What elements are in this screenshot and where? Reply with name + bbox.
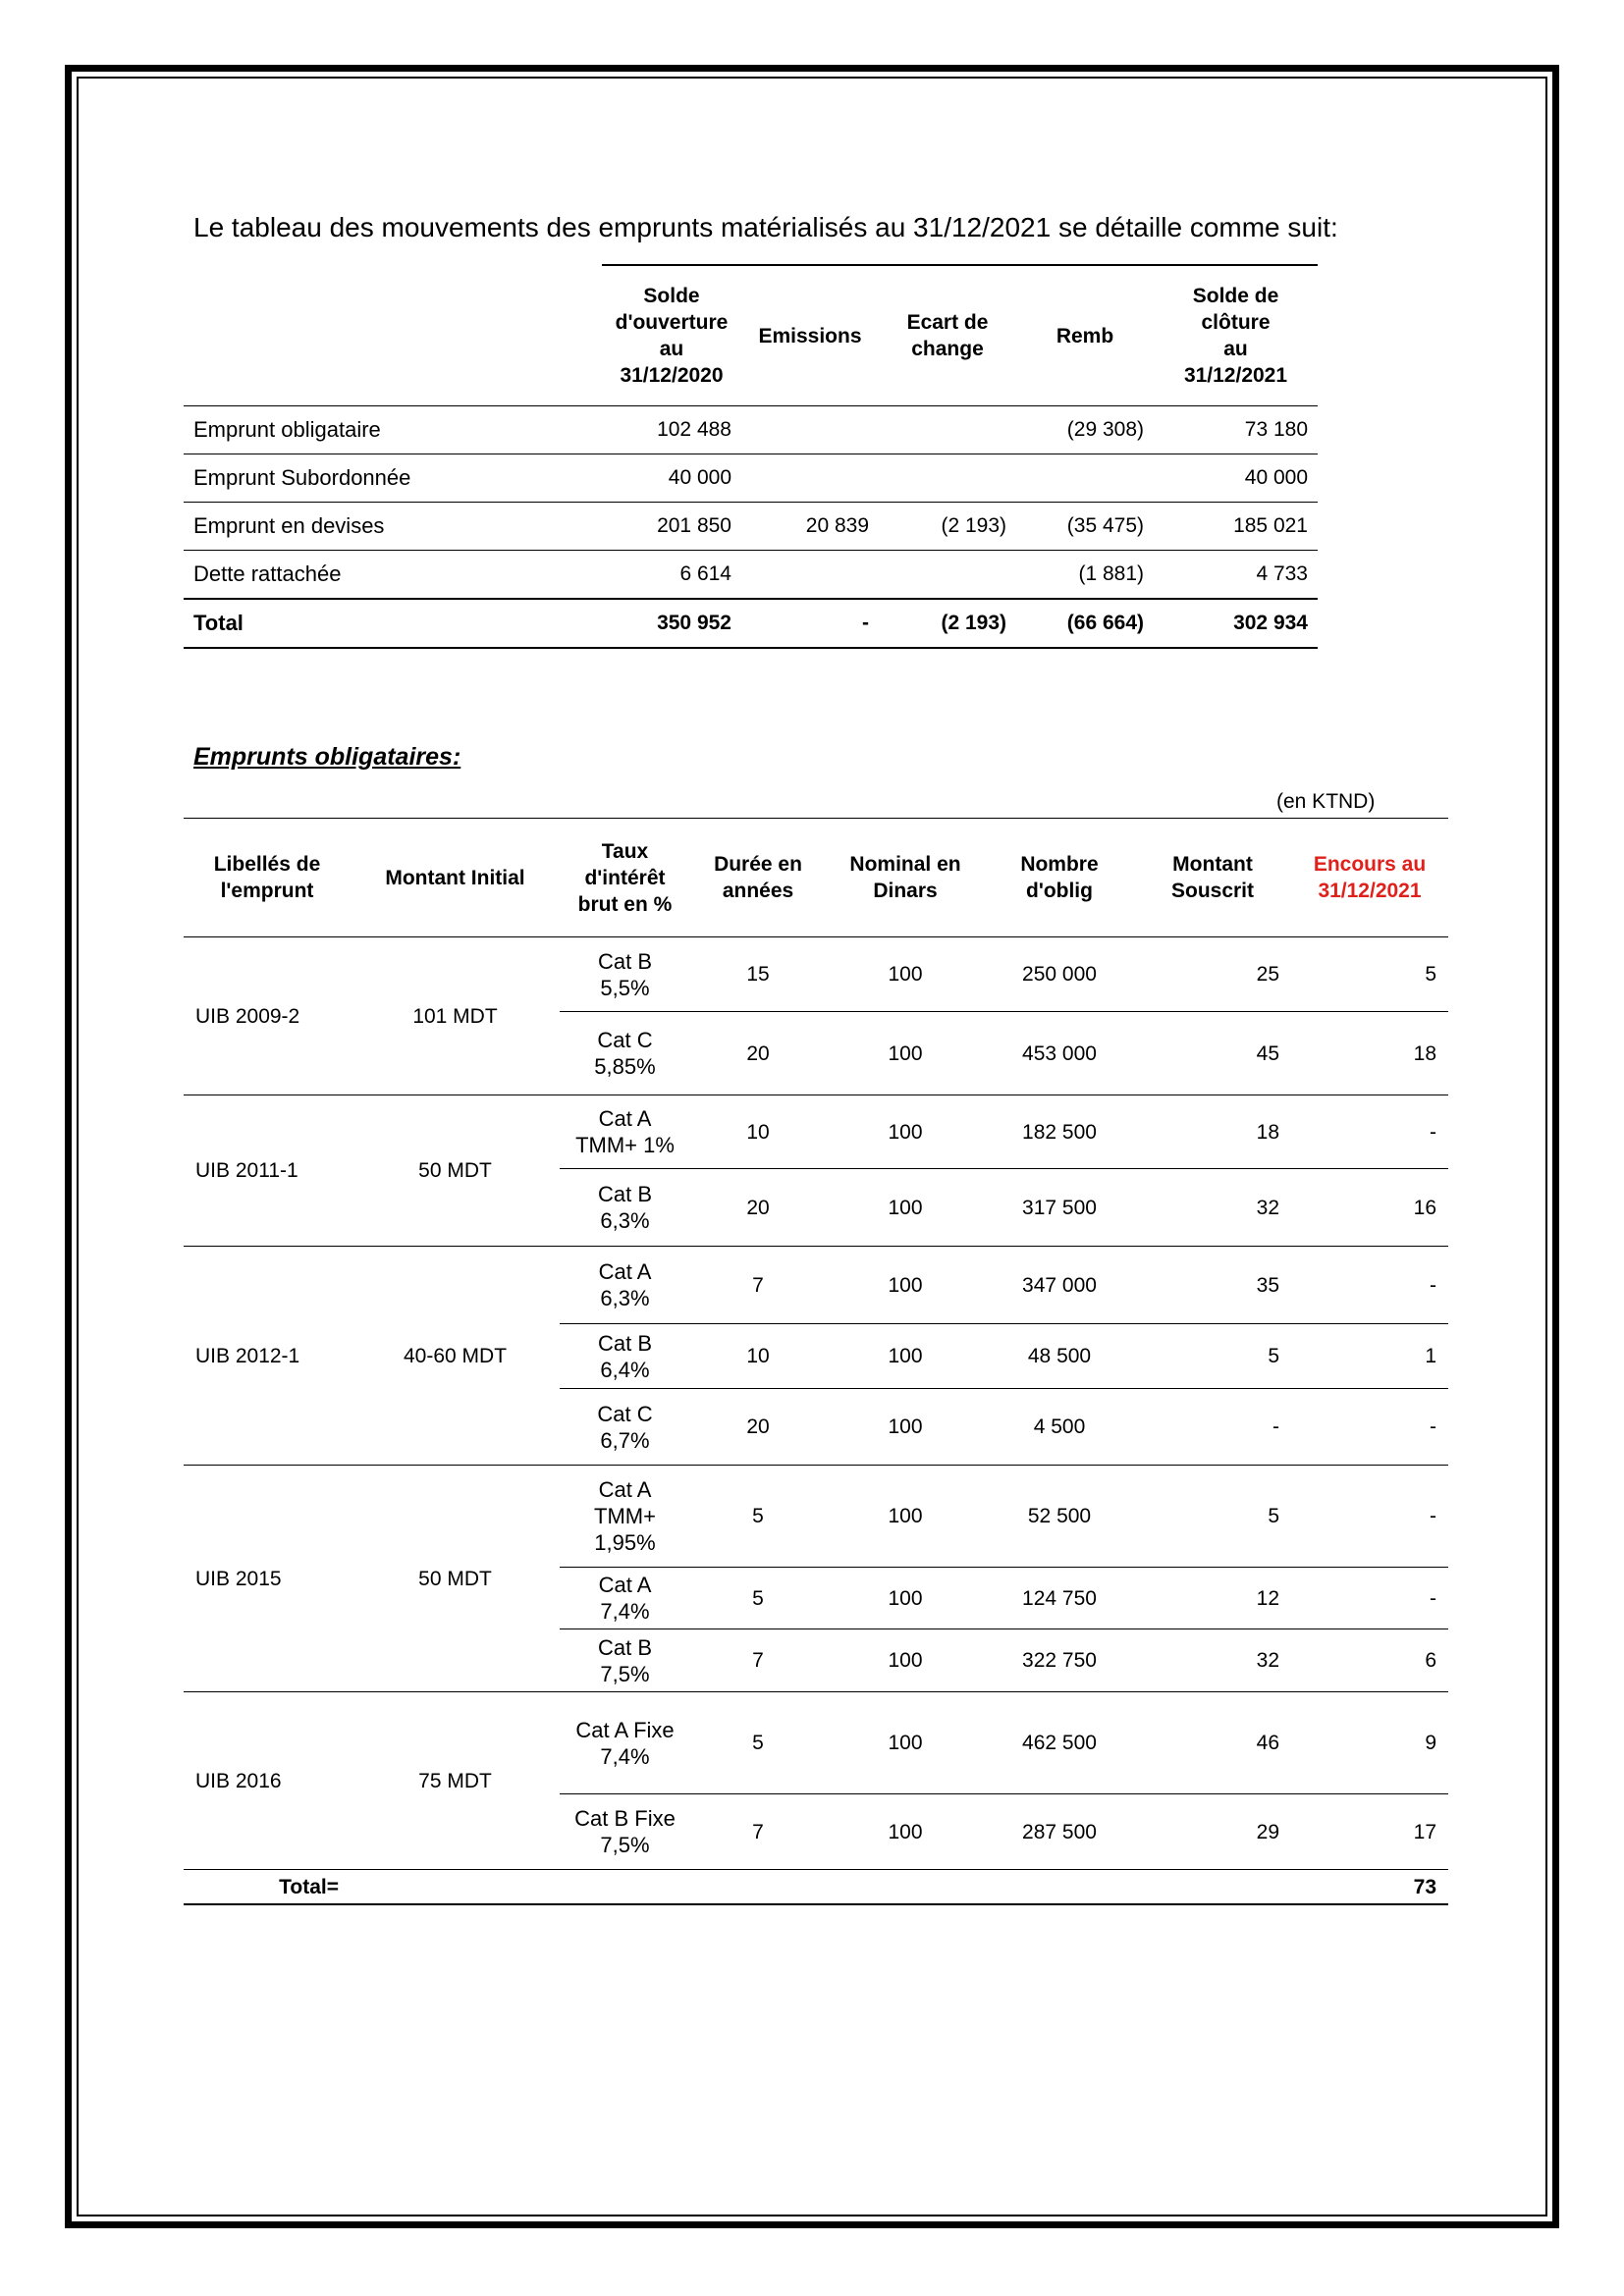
subscribed-cell: 12 [1134,1568,1291,1629]
nominal-cell: 100 [826,937,985,1012]
subscribed-cell: - [1134,1389,1291,1466]
count-cell: 462 500 [985,1692,1134,1794]
cell-opening: 6 614 [602,551,741,600]
cell-fx [879,454,1016,503]
subscribed-cell: 5 [1134,1324,1291,1389]
nominal-cell: 100 [826,1169,985,1247]
bond-initial: 40-60 MDT [351,1247,560,1466]
table-row [184,937,1448,1012]
cell-remb: (29 308) [1016,406,1154,454]
nominal-cell: 100 [826,1012,985,1095]
bond-initial: 75 MDT [351,1692,560,1870]
movements-header-blank [184,265,602,406]
cell-remb: (35 475) [1016,503,1154,551]
bond-initial: 101 MDT [351,937,560,1095]
bonds-table [184,818,1448,1905]
cell-emissions [741,551,879,600]
subscribed-cell: 35 [1134,1247,1291,1324]
cell-closing: 4 733 [1154,551,1318,600]
rate-cell: Cat B Fixe 7,5% [560,1794,690,1870]
total-row [184,1870,1448,1905]
outstanding-cell: 17 [1291,1794,1448,1870]
header-duration: Durée en années [690,819,826,937]
nominal-cell: 100 [826,1466,985,1568]
table-row [184,1692,1448,1794]
outstanding-cell: - [1291,1389,1448,1466]
header-count: Nombre d'oblig [985,819,1134,937]
outstanding-cell: - [1291,1095,1448,1169]
duration-cell: 7 [690,1247,826,1324]
header-initial: Montant Initial [351,819,560,937]
cell-closing: 185 021 [1154,503,1318,551]
outstanding-cell: - [1291,1466,1448,1568]
rate-cell: Cat B 5,5% [560,937,690,1012]
duration-cell: 20 [690,1012,826,1095]
cell-emissions [741,454,879,503]
duration-cell: 5 [690,1568,826,1629]
cell-fx: (2 193) [879,503,1016,551]
cell-remb [1016,454,1154,503]
header-label: Libellés de l'emprunt [184,819,351,937]
subscribed-cell: 45 [1134,1012,1291,1095]
header-nominal: Nominal en Dinars [826,819,985,937]
subscribed-cell: 29 [1134,1794,1291,1870]
header-remb: Remb [1016,265,1154,406]
duration-cell: 15 [690,937,826,1012]
outstanding-cell: 9 [1291,1692,1448,1794]
header-rate: Taux d'intérêt brut en % [560,819,690,937]
rate-cell: Cat A 7,4% [560,1568,690,1629]
count-cell: 322 750 [985,1629,1134,1692]
rate-cell: Cat C 6,7% [560,1389,690,1466]
subscribed-cell: 18 [1134,1095,1291,1169]
bond-initial: 50 MDT [351,1466,560,1692]
section-title-bonds: Emprunts obligataires: [193,743,461,771]
cell-opening: 102 488 [602,406,741,454]
movements-table [184,264,1318,649]
subscribed-cell: 46 [1134,1692,1291,1794]
bond-initial: 50 MDT [351,1095,560,1247]
table-row [184,1095,1448,1169]
count-cell: 124 750 [985,1568,1134,1629]
unit-label: (en KTND) [1276,790,1376,813]
subscribed-cell: 25 [1134,937,1291,1012]
table-row [184,1466,1448,1568]
row-label: Emprunt en devises [184,503,602,551]
cell-fx [879,551,1016,600]
count-cell: 250 000 [985,937,1134,1012]
total-opening: 350 952 [602,599,741,648]
duration-cell: 7 [690,1794,826,1870]
nominal-cell: 100 [826,1247,985,1324]
header-opening: Solde d'ouverture au 31/12/2020 [602,265,741,406]
nominal-cell: 100 [826,1568,985,1629]
total-remb: (66 664) [1016,599,1154,648]
count-cell: 347 000 [985,1247,1134,1324]
total-fx: (2 193) [879,599,1016,648]
total-label: Total [184,599,602,648]
count-cell: 453 000 [985,1012,1134,1095]
duration-cell: 10 [690,1324,826,1389]
row-label: Dette rattachée [184,551,602,600]
cell-closing: 40 000 [1154,454,1318,503]
table-row [184,406,1318,454]
header-outstanding: Encours au 31/12/2021 [1291,819,1448,937]
outstanding-cell: - [1291,1568,1448,1629]
outstanding-cell: - [1291,1247,1448,1324]
cell-emissions: 20 839 [741,503,879,551]
nominal-cell: 100 [826,1794,985,1870]
cell-opening: 40 000 [602,454,741,503]
total-emissions: - [741,599,879,648]
total-closing: 302 934 [1154,599,1318,648]
count-cell: 287 500 [985,1794,1134,1870]
nominal-cell: 100 [826,1095,985,1169]
outstanding-cell: 1 [1291,1324,1448,1389]
subscribed-cell: 32 [1134,1629,1291,1692]
rate-cell: Cat A 6,3% [560,1247,690,1324]
nominal-cell: 100 [826,1692,985,1794]
rate-cell: Cat B 6,4% [560,1324,690,1389]
row-label: Emprunt Subordonnée [184,454,602,503]
duration-cell: 10 [690,1095,826,1169]
cell-fx [879,406,1016,454]
cell-emissions [741,406,879,454]
rate-cell: Cat B 6,3% [560,1169,690,1247]
bond-name: UIB 2015 [184,1466,351,1692]
cell-remb: (1 881) [1016,551,1154,600]
rate-cell: Cat A TMM+ 1% [560,1095,690,1169]
count-cell: 48 500 [985,1324,1134,1389]
count-cell: 182 500 [985,1095,1134,1169]
header-closing: Solde de clôture au 31/12/2021 [1154,265,1318,406]
bond-name: UIB 2011-1 [184,1095,351,1247]
outstanding-cell: 18 [1291,1012,1448,1095]
cell-closing: 73 180 [1154,406,1318,454]
duration-cell: 20 [690,1169,826,1247]
nominal-cell: 100 [826,1324,985,1389]
rate-cell: Cat A Fixe 7,4% [560,1692,690,1794]
subscribed-cell: 5 [1134,1466,1291,1568]
total-label: Total= [184,1870,351,1905]
table-row [184,454,1318,503]
nominal-cell: 100 [826,1629,985,1692]
bond-name: UIB 2012-1 [184,1247,351,1466]
row-label: Emprunt obligataire [184,406,602,454]
duration-cell: 7 [690,1629,826,1692]
bond-name: UIB 2016 [184,1692,351,1870]
cell-opening: 201 850 [602,503,741,551]
nominal-cell: 100 [826,1389,985,1466]
rate-cell: Cat A TMM+ 1,95% [560,1466,690,1568]
header-subscribed: Montant Souscrit [1134,819,1291,937]
table-row [184,551,1318,600]
outstanding-cell: 6 [1291,1629,1448,1692]
count-cell: 317 500 [985,1169,1134,1247]
duration-cell: 20 [690,1389,826,1466]
header-emissions: Emissions [741,265,879,406]
count-cell: 52 500 [985,1466,1134,1568]
table-row [184,503,1318,551]
intro-text: Le tableau des mouvements des emprunts matérialisés au 31/12/2021 se détaille comme suit: [193,212,1338,242]
rate-cell: Cat C 5,85% [560,1012,690,1095]
outstanding-cell: 5 [1291,937,1448,1012]
outstanding-cell: 16 [1291,1169,1448,1247]
rate-cell: Cat B 7,5% [560,1629,690,1692]
bond-name: UIB 2009-2 [184,937,351,1095]
count-cell: 4 500 [985,1389,1134,1466]
duration-cell: 5 [690,1466,826,1568]
duration-cell: 5 [690,1692,826,1794]
total-row [184,599,1318,648]
header-fx: Ecart de change [879,265,1016,406]
table-row [184,1247,1448,1324]
subscribed-cell: 32 [1134,1169,1291,1247]
total-outstanding: 73 [1291,1870,1448,1905]
